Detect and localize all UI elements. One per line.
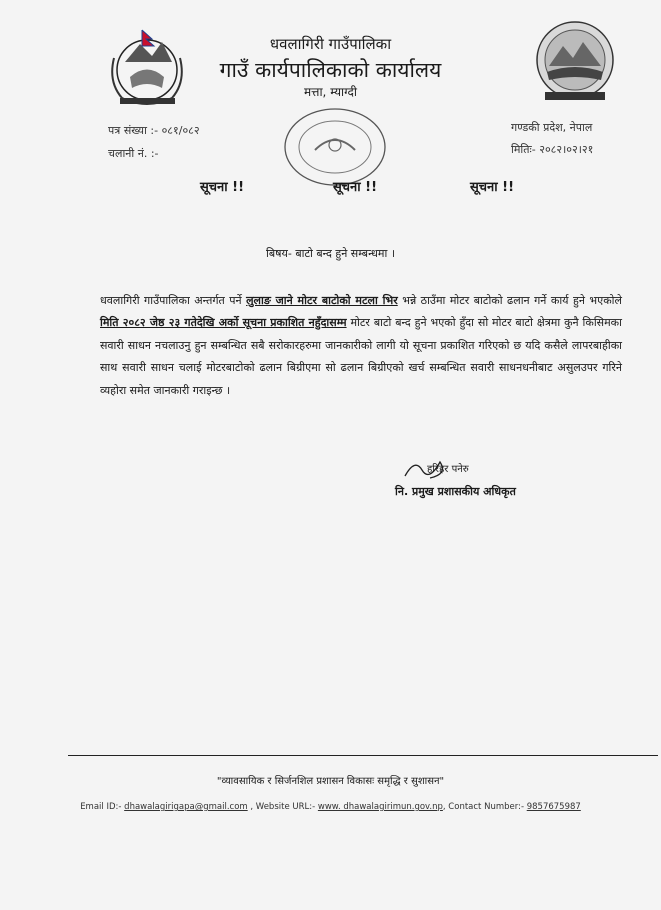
footer-contact: Email ID:- dhawalagirigapa@gmail.com , Website URL:- www. dhawalagirimun.gov.np, Contact Number:- 9857675987 <box>80 802 581 812</box>
letter-date: मितिः- २०८२।०२।२१ <box>511 143 594 156</box>
road-name: लुलाङ जाने मोटर बाटोको मटला भिर <box>246 294 398 307</box>
closure-date: मिति २०८२ जेष्ठ २३ गतेदेखि अर्को सूचना प्रकाशित नहुँदासम्म <box>100 316 347 330</box>
signatory-name: हरिहर पनेरु <box>427 464 469 475</box>
org-address: मत्ता, म्याग्दी <box>303 85 358 99</box>
reference-number: पत्र संख्या :- ०८१/०८२ <box>108 124 200 137</box>
signatory-designation: नि. प्रमुख प्रशासकीय अधिकृत <box>395 485 516 498</box>
province-label: गण्डकी प्रदेश, नेपाल <box>511 121 593 134</box>
org-name-line1: धवलागिरी गाउँपालिका <box>269 35 392 53</box>
notice-body: धवलागिरी गाउँपालिका अन्तर्गत पर्ने लुलाङ जाने मोटर बाटोको मटला भिर भन्ने ठाउँमा मोटर बाटोको ढलान गर्ने कार्य हुने भएकोले मिति २०८२ जेष्ठ २३ गतेदेखि अर्को सूचना प्रकाशित नहुँदासम्म मोटर बाटो बन्द हुने भएको हुँदा सो मोटर बाटो क्षेत्रमा कुनै किसिमका सवारी साधन नचलाउनु हुन सम्बन्धित सबै सरोकारहरुमा जानकारीको लागी यो सूचना प्रकाशित गरिएको छ यदि कसैले लापरबाहीका साथ सवारी साधन चलाई मोटरबाटोको ढलान बिग्रीएमा सो ढलान बिग्रीएको खर्च सम्बन्धित सवारी साधनधनीबाट असुलउपर गरिने व्यहोरा समेत जानकारी गराइन्छ । <box>100 294 622 397</box>
footer-divider <box>68 755 658 756</box>
contact-number: 9857675987 <box>526 802 581 812</box>
org-name-line2: गाउँ कार्यपालिकाको कार्यालय <box>219 58 442 82</box>
notice-heading-3: सूचना !! <box>470 180 515 195</box>
email-link[interactable]: dhawalagirigapa@gmail.com <box>124 802 248 812</box>
subject-line: बिषय- बाटो बन्द हुने सम्बन्धमा । <box>265 247 395 260</box>
notice-heading-2: सूचना !! <box>333 180 378 195</box>
footer-slogan: "व्यावसायिक र सिर्जनशिल प्रशासन विकासः समृद्धि र सुशासन" <box>216 776 445 787</box>
notice-heading-1: सूचना !! <box>200 180 245 195</box>
website-link[interactable]: www. dhawalagirimun.gov.np <box>317 802 443 812</box>
dispatch-number: चलानी नं. :- <box>108 147 159 160</box>
